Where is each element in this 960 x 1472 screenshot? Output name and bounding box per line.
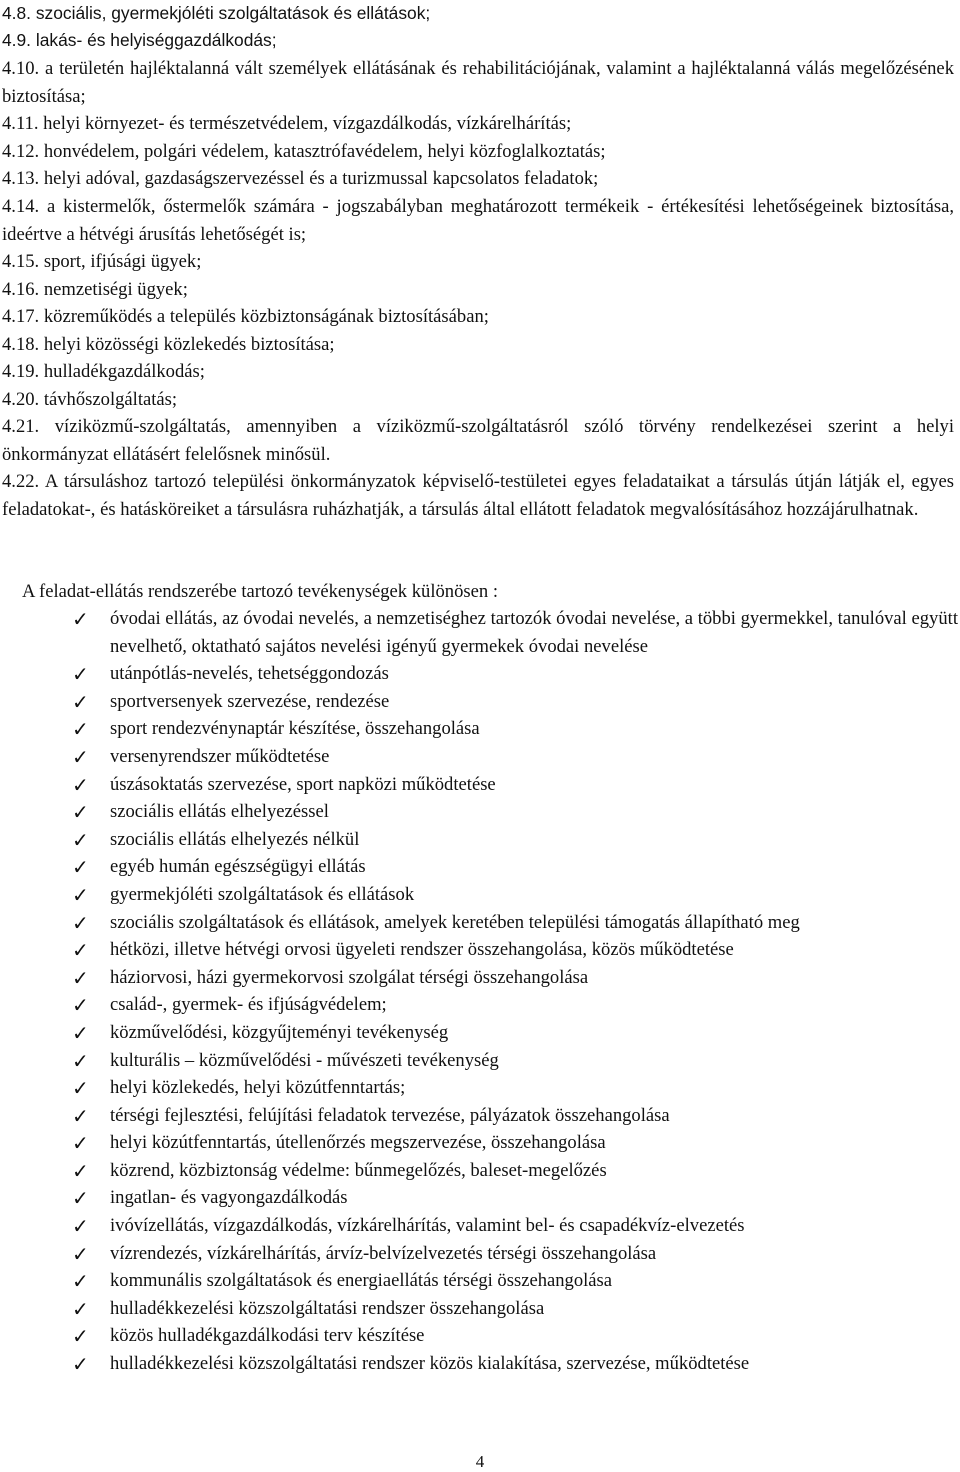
item-number: 4.11. <box>2 113 39 134</box>
item-text: honvédelem, polgári védelem, katasztrófavédelem, helyi közfoglalkoztatás; <box>43 141 606 162</box>
item-number: 4.16. <box>2 279 40 300</box>
item-number: 4.22. <box>2 471 40 492</box>
activity-text: utánpótlás-nevelés, tehetséggondozás <box>110 663 389 685</box>
checkmark-icon: ✓ <box>72 607 89 631</box>
item-number: 4.20. <box>2 389 40 410</box>
activity-item <box>70 909 958 937</box>
item-number: 4.13. <box>2 168 40 189</box>
activity-text: helyi közlekedés, helyi közútfenntartás; <box>110 1077 406 1099</box>
activity-text: ingatlan- és vagyongazdálkodás <box>110 1187 348 1209</box>
activity-item <box>70 1267 958 1295</box>
activity-text: vízrendezés, vízkárelhárítás, árvíz-belvízelvezetés térségi összehangolása <box>110 1242 657 1264</box>
checkmark-icon: ✓ <box>72 1214 89 1239</box>
page-number: 4 <box>475 1452 485 1471</box>
activity-item <box>70 1102 958 1130</box>
numbered-item <box>2 386 954 414</box>
item-number: 4.10. <box>2 58 40 79</box>
checkmark-icon: ✓ <box>72 772 89 797</box>
item-text: nemzetiségi ügyek; <box>43 279 188 300</box>
item-text: helyi közösségi közlekedés biztosítása; <box>43 334 335 355</box>
checkmark-icon: ✓ <box>72 1076 89 1101</box>
item-text: helyi környezet- és természetvédelem, vízgazdálkodás, vízkárelhárítás; <box>43 113 572 134</box>
activity-text: sport rendezvénynaptár készítése, összehangolása <box>110 718 480 740</box>
activity-text: hulladékkezelési közszolgáltatási rendszer közös kialakítása, szervezése, működtetése <box>110 1353 750 1375</box>
activity-text: óvodai ellátás, az óvodai nevelés, a nemzetiséghez tartozók óvodai nevelése, a többi gyermekkel, tanulóval együtt nevelhető, oktatható sajátos nevelési igényű gyermekek óvodai nevelése <box>110 608 958 657</box>
activity-text: gyermekjóléti szolgáltatások és ellátások <box>110 883 415 905</box>
checkmark-icon: ✓ <box>72 1131 89 1156</box>
checkmark-icon: ✓ <box>72 1158 89 1183</box>
numbered-item <box>2 276 954 304</box>
activity-text: ivóvízellátás, vízgazdálkodás, vízkárelhárítás, valamint bel- és csapadékvíz-elvezetés <box>110 1215 745 1237</box>
item-number: 4.18. <box>2 334 40 355</box>
activity-item <box>70 715 958 743</box>
numbered-item <box>2 0 954 28</box>
activities-list <box>70 605 958 1378</box>
checkmark-icon: ✓ <box>72 800 89 825</box>
activity-text: hétközi, illetve hétvégi orvosi ügyeleti rendszer összehangolása, közös működtetése <box>110 939 734 961</box>
activity-text: hulladékkezelési közszolgáltatási rendszer összehangolása <box>110 1297 545 1319</box>
activity-item <box>70 1212 958 1240</box>
item-text: sport, ifjúsági ügyek; <box>43 251 202 272</box>
activity-text: közös hulladékgazdálkodási terv készítése <box>110 1325 425 1347</box>
activity-text: úszásoktatás szervezése, sport napközi működtetése <box>110 773 496 795</box>
activity-item <box>70 964 958 992</box>
checkmark-icon: ✓ <box>72 1296 89 1321</box>
activity-item <box>70 798 958 826</box>
activity-item <box>70 826 958 854</box>
numbered-item <box>2 358 954 386</box>
activity-text: háziorvosi, házi gyermekorvosi szolgálat térségi összehangolása <box>110 966 589 988</box>
activity-item <box>70 1322 958 1350</box>
activity-text: kommunális szolgáltatások és energiaellátás térségi összehangolása <box>110 1270 613 1292</box>
item-text: a területén hajléktalanná vált személyek ellátásának és rehabilitációjának, valamint a hajléktalanná válás megelőzésének biztosítása; <box>2 58 954 107</box>
activity-item <box>70 660 958 688</box>
checkmark-icon: ✓ <box>72 965 89 990</box>
checkmark-icon: ✓ <box>72 910 89 935</box>
item-text: távhőszolgáltatás; <box>43 389 178 410</box>
checkmark-icon: ✓ <box>72 1103 89 1128</box>
checkmark-icon: ✓ <box>72 717 89 742</box>
item-number: 4.12. <box>2 141 40 162</box>
activity-text: közrend, közbiztonság védelme: bűnmegelőzés, baleset-megelőzés <box>110 1159 607 1181</box>
activity-item <box>70 1129 958 1157</box>
checkmark-icon: ✓ <box>72 1241 89 1266</box>
numbered-item <box>2 468 954 523</box>
item-text: a kistermelők, őstermelők számára - jogszabályban meghatározott termékeik - értékesítési lehetőségeinek biztosítása, ideértve a hétvégi árusítás lehetőségét is; <box>2 196 954 245</box>
numbered-item <box>2 413 954 468</box>
checkmark-icon: ✓ <box>72 827 89 852</box>
numbered-item <box>2 27 954 55</box>
checkmark-icon: ✓ <box>72 744 89 769</box>
item-text: A társuláshoz tartozó települési önkormányzatok képviselő-testületei egyes feladataikat a társulás útján látják el, egyes feladatokat-, és hatásköreiket a társulásra ruházhatják, a társulás által ellátott feladatok megvalósításához hozzájárulhatnak. <box>2 471 954 520</box>
activity-item <box>70 1240 958 1268</box>
activity-item <box>70 1047 958 1075</box>
activity-item <box>70 743 958 771</box>
checkmark-icon: ✓ <box>72 1269 89 1294</box>
item-text: közreműködés a település közbiztonságának biztosításában; <box>43 306 489 327</box>
activity-text: sportversenyek szervezése, rendezése <box>110 690 390 712</box>
activity-text: család-, gyermek- és ifjúságvédelem; <box>110 994 387 1016</box>
checkmark-icon: ✓ <box>72 882 89 907</box>
numbered-item <box>2 138 954 166</box>
checkmark-icon: ✓ <box>72 1048 89 1073</box>
activity-item <box>70 991 958 1019</box>
checkmark-icon: ✓ <box>72 1324 89 1349</box>
activity-item <box>70 1074 958 1102</box>
activity-text: egyéb humán egészségügyi ellátás <box>110 856 366 878</box>
activity-text: versenyrendszer működtetése <box>110 745 330 767</box>
activity-text: kulturális – közművelődési - művészeti tevékenység <box>110 1049 499 1071</box>
item-number: 4.14. <box>2 196 40 217</box>
checkmark-icon: ✓ <box>72 689 89 714</box>
activities-intro: A feladat-ellátás rendszerébe tartozó tevékenységek különösen : <box>22 581 499 602</box>
activity-text: szociális ellátás elhelyezés nélkül <box>110 828 360 850</box>
activity-item <box>70 1019 958 1047</box>
activity-item <box>70 1295 958 1323</box>
checkmark-icon: ✓ <box>72 855 89 880</box>
activity-item <box>70 771 958 799</box>
item-text: lakás- és helyiséggazdálkodás; <box>35 30 277 50</box>
item-number: 4.8. <box>2 3 32 23</box>
item-number: 4.17. <box>2 306 40 327</box>
activity-text: szociális ellátás elhelyezéssel <box>110 801 329 823</box>
item-text: helyi adóval, gazdaságszervezéssel és a turizmussal kapcsolatos feladatok; <box>43 168 599 189</box>
numbered-item <box>2 193 954 248</box>
numbered-item <box>2 303 954 331</box>
activity-text: közművelődési, közgyűjteményi tevékenység <box>110 1021 449 1043</box>
activity-item <box>70 605 958 660</box>
numbered-item <box>2 55 954 110</box>
checkmark-icon: ✓ <box>72 1352 89 1377</box>
activity-item <box>70 853 958 881</box>
numbered-item <box>2 110 954 138</box>
activity-item <box>70 1350 958 1378</box>
item-number: 4.15. <box>2 251 40 272</box>
checkmark-icon: ✓ <box>72 1186 89 1211</box>
numbered-item <box>2 331 954 359</box>
activity-item <box>70 881 958 909</box>
item-number: 4.19. <box>2 361 40 382</box>
numbered-item <box>2 165 954 193</box>
activity-text: térségi fejlesztési, felújítási feladatok tervezése, pályázatok összehangolása <box>110 1104 670 1126</box>
activity-text: szociális szolgáltatások és ellátások, amelyek keretében települési támogatás állapítható meg <box>110 911 800 933</box>
activity-item <box>70 688 958 716</box>
checkmark-icon: ✓ <box>72 662 89 687</box>
activity-text: helyi közútfenntartás, útellenőrzés megszervezése, összehangolása <box>110 1132 606 1154</box>
activity-item <box>70 936 958 964</box>
checkmark-icon: ✓ <box>72 993 89 1018</box>
checkmark-icon: ✓ <box>72 1020 89 1045</box>
numbered-item <box>2 248 954 276</box>
item-text: víziközmű-szolgáltatás, amennyiben a víziközmű-szolgáltatásról szóló törvény rendelkezései szerint a helyi önkormányzat ellátásért felelősnek minősül. <box>2 416 955 465</box>
activity-item <box>70 1157 958 1185</box>
activity-item <box>70 1184 958 1212</box>
checkmark-icon: ✓ <box>72 938 89 963</box>
item-text: szociális, gyermekjóléti szolgáltatások és ellátások; <box>35 3 431 23</box>
item-number: 4.21. <box>2 416 40 437</box>
item-text: hulladékgazdálkodás; <box>43 361 205 382</box>
item-number: 4.9. <box>2 30 32 50</box>
